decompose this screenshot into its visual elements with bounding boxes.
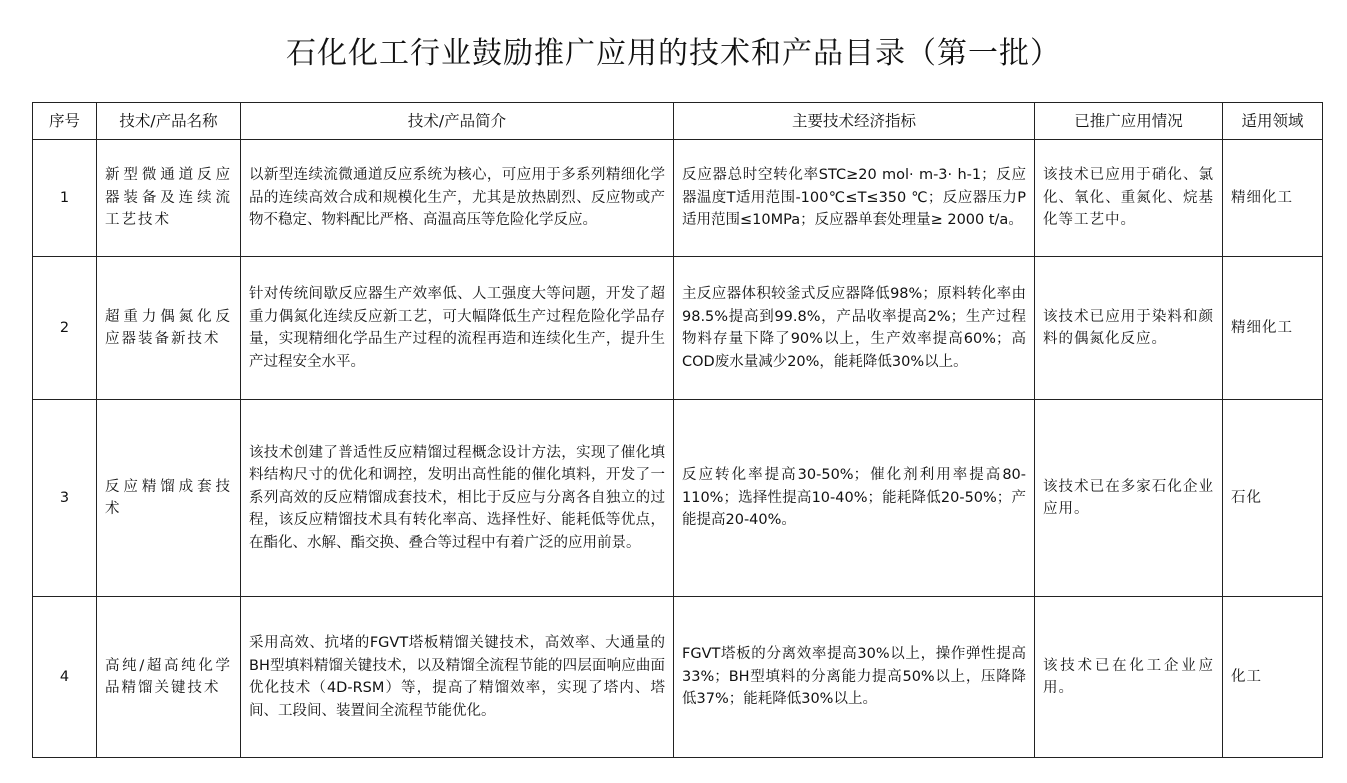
catalog-table <box>32 102 1323 758</box>
table-row <box>33 597 1323 758</box>
row-application: 该技术已应用于染料和颜料的偶氮化反应。 <box>1035 257 1223 400</box>
row-description: 该技术创建了普适性反应精馏过程概念设计方法，实现了催化填料结构尺寸的优化和调控，发明出高性能的催化填料，开发了一系列高效的反应精馏成套技术，相比于反应与分离各自独立的过程，该反应精馏技术具有转化率高、选择性好、能耗低等优点，在酯化、水解、酯交换、叠合等过程中有着广泛的应用前景。 <box>241 400 674 597</box>
header-index: 序号 <box>33 103 97 140</box>
row-field: 石化 <box>1223 400 1323 597</box>
row-index: 2 <box>33 257 97 400</box>
header-name: 技术/产品名称 <box>97 103 241 140</box>
row-field: 精细化工 <box>1223 257 1323 400</box>
row-name: 高纯/超高纯化学品精馏关键技术 <box>97 597 241 758</box>
row-index: 3 <box>33 400 97 597</box>
table-row <box>33 140 1323 257</box>
row-field: 精细化工 <box>1223 140 1323 257</box>
row-description: 采用高效、抗堵的FGVT塔板精馏关键技术，高效率、大通量的BH型填料精馏关键技术，以及精馏全流程节能的四层面响应曲面优化技术（4D-RSM）等，提高了精馏效率，实现了塔内、塔间、工段间、装置间全流程节能优化。 <box>241 597 674 758</box>
header-description: 技术/产品简介 <box>241 103 674 140</box>
table-header-row <box>33 103 1323 140</box>
row-indicators: 主反应器体积较釜式反应器降低98%；原料转化率由98.5%提高到99.8%，产品收率提高2%；生产过程物料存量下降了90%以上，生产效率提高60%；高COD废水量减少20%，能耗降低30%以上。 <box>674 257 1035 400</box>
header-application: 已推广应用情况 <box>1035 103 1223 140</box>
row-indicators: FGVT塔板的分离效率提高30%以上，操作弹性提高33%；BH型填料的分离能力提高50%以上，压降降低37%；能耗降低30%以上。 <box>674 597 1035 758</box>
row-description: 以新型连续流微通道反应系统为核心，可应用于多系列精细化学品的连续高效合成和规模化生产，尤其是放热剧烈、反应物或产物不稳定、物料配比严格、高温高压等危险化学反应。 <box>241 140 674 257</box>
row-index: 1 <box>33 140 97 257</box>
table-row <box>33 400 1323 597</box>
row-name: 新型微通道反应器装备及连续流工艺技术 <box>97 140 241 257</box>
row-name: 超重力偶氮化反应器装备新技术 <box>97 257 241 400</box>
header-indicators: 主要技术经济指标 <box>674 103 1035 140</box>
table-row <box>33 257 1323 400</box>
row-application: 该技术已在化工企业应用。 <box>1035 597 1223 758</box>
row-index: 4 <box>33 597 97 758</box>
row-application: 该技术已应用于硝化、氯化、氧化、重氮化、烷基化等工艺中。 <box>1035 140 1223 257</box>
page-title: 石化化工行业鼓励推广应用的技术和产品目录（第一批） <box>286 36 1061 71</box>
row-indicators: 反应器总时空转化率STC≥20 mol· m-3· h-1；反应器温度T适用范围-100℃≤T≤350 ℃；反应器压力P适用范围≤10MPa；反应器单套处理量≥ 2000 t/a。 <box>674 140 1035 257</box>
row-application: 该技术已在多家石化企业应用。 <box>1035 400 1223 597</box>
header-field: 适用领域 <box>1223 103 1323 140</box>
row-indicators: 反应转化率提高30-50%；催化剂利用率提高80-110%；选择性提高10-40%；能耗降低20-50%；产能提高20-40%。 <box>674 400 1035 597</box>
row-name: 反应精馏成套技术 <box>97 400 241 597</box>
row-description: 针对传统间歇反应器生产效率低、人工强度大等问题，开发了超重力偶氮化连续反应新工艺，可大幅降低生产过程危险化学品存量，实现精细化学品生产过程的流程再造和连续化生产，提升生产过程安全水平。 <box>241 257 674 400</box>
row-field: 化工 <box>1223 597 1323 758</box>
